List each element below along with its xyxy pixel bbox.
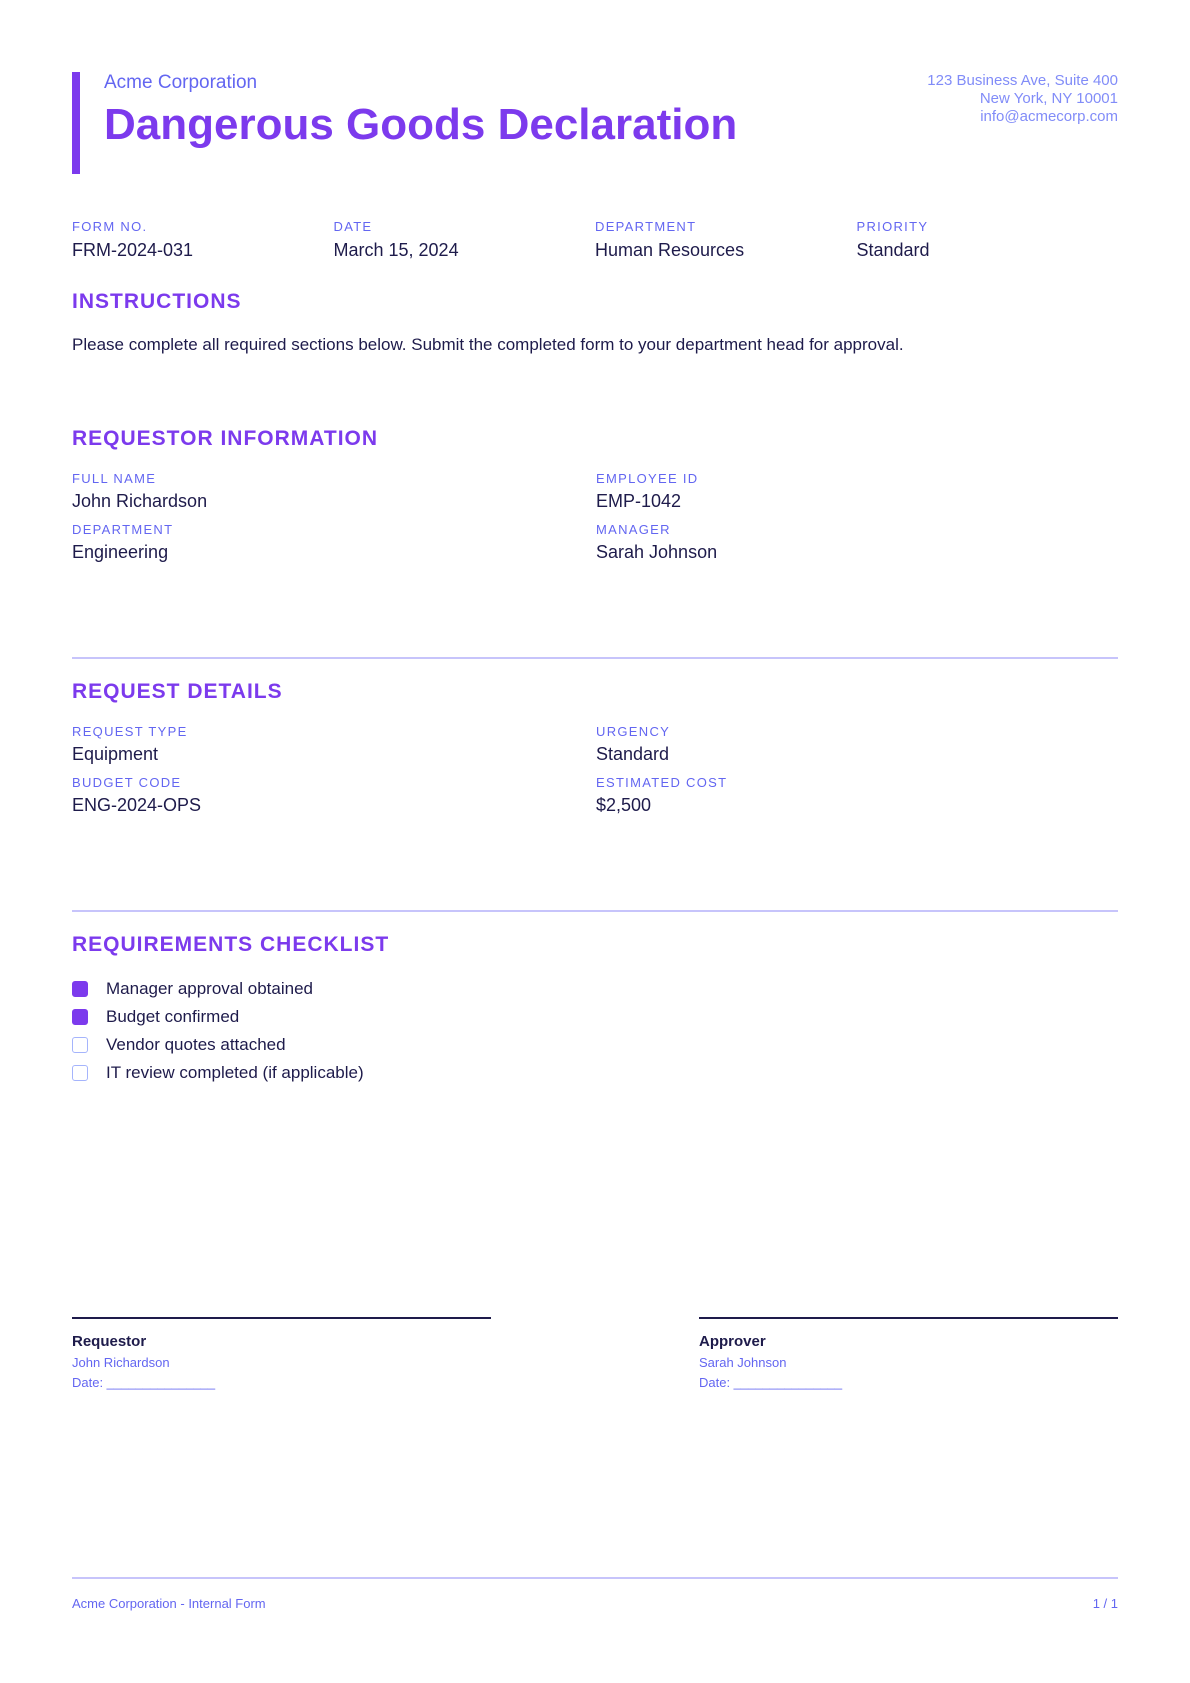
signature-approver <box>699 1317 1118 1390</box>
footer-divider <box>72 1577 1118 1579</box>
field-value: EMP-1042 <box>596 491 682 511</box>
field-urgency <box>596 724 670 765</box>
field-label: EMPLOYEE ID <box>596 471 699 486</box>
checklist-item <box>72 975 364 1003</box>
form-meta-row <box>72 219 1118 261</box>
meta-label: FORM NO. <box>72 219 148 234</box>
checklist-item <box>72 1031 364 1059</box>
field-manager <box>596 522 717 563</box>
field-department <box>72 522 173 563</box>
field-request-type <box>72 724 188 765</box>
signature-role: Approver <box>699 1333 766 1350</box>
instructions-heading: INSTRUCTIONS <box>72 290 242 313</box>
field-label: BUDGET CODE <box>72 775 182 790</box>
field-employee-id <box>596 471 698 512</box>
field-estimated-cost <box>596 775 727 816</box>
signature-line[interactable] <box>699 1317 1118 1319</box>
signature-date: Date: _______________ <box>699 1375 843 1390</box>
checkbox[interactable] <box>72 1065 88 1081</box>
signature-date: Date: _______________ <box>72 1375 216 1390</box>
address-line-2: New York, NY 10001 <box>979 90 1118 107</box>
company-name: Acme Corporation <box>104 72 258 93</box>
field-full-name <box>72 471 207 512</box>
checklist-item-label: Vendor quotes attached <box>106 1035 286 1054</box>
signature-role: Requestor <box>72 1333 147 1350</box>
field-value: Standard <box>596 744 670 764</box>
company-address <box>927 72 1118 126</box>
meta-form-no <box>72 219 334 261</box>
instructions-text: Please complete all required sections below. Submit the completed form to your department head for approval. <box>72 335 904 354</box>
checklist-item-label: IT review completed (if applicable) <box>106 1063 364 1082</box>
meta-value: FRM-2024-031 <box>72 240 194 260</box>
signature-requestor <box>72 1317 491 1390</box>
page-title: Dangerous Goods Declaration <box>104 100 738 149</box>
meta-value: Standard <box>856 240 930 260</box>
request-details-heading: REQUEST DETAILS <box>72 680 283 703</box>
field-label: URGENCY <box>596 724 671 739</box>
section-divider <box>72 910 1118 912</box>
checklist-item-label: Budget confirmed <box>106 1007 240 1026</box>
meta-priority <box>857 219 1119 261</box>
field-budget-code <box>72 775 201 816</box>
checklist-item <box>72 1059 364 1087</box>
meta-label: DATE <box>333 219 373 234</box>
signature-name: John Richardson <box>72 1355 170 1370</box>
field-value: Engineering <box>72 542 169 562</box>
field-value: Equipment <box>72 744 159 764</box>
address-line-1: 123 Business Ave, Suite 400 <box>927 72 1118 89</box>
form-page <box>72 0 1118 1683</box>
field-label: REQUEST TYPE <box>72 724 188 739</box>
signature-name: Sarah Johnson <box>699 1355 787 1370</box>
field-value: Sarah Johnson <box>596 542 718 562</box>
field-value: ENG-2024-OPS <box>72 795 202 815</box>
checkbox[interactable] <box>72 981 88 997</box>
checklist-item <box>72 1003 364 1031</box>
field-label: ESTIMATED COST <box>596 775 728 790</box>
checklist-item-label: Manager approval obtained <box>106 979 313 998</box>
signature-line[interactable] <box>72 1317 491 1319</box>
page-number: 1 / 1 <box>1092 1596 1118 1611</box>
checkbox[interactable] <box>72 1009 88 1025</box>
requestor-heading: REQUESTOR INFORMATION <box>72 427 379 450</box>
section-divider <box>72 657 1118 659</box>
header-accent-bar <box>72 72 80 174</box>
company-email: info@acmecorp.com <box>980 108 1118 125</box>
field-value: $2,500 <box>596 795 652 815</box>
meta-date <box>334 219 596 261</box>
checklist-heading: REQUIREMENTS CHECKLIST <box>72 933 390 956</box>
footer-company: Acme Corporation - Internal Form <box>72 1596 266 1611</box>
field-label: MANAGER <box>596 522 671 537</box>
field-value: John Richardson <box>72 491 208 511</box>
checkbox[interactable] <box>72 1037 88 1053</box>
field-label: DEPARTMENT <box>72 522 174 537</box>
meta-value: Human Resources <box>595 240 745 260</box>
requirements-checklist <box>72 975 364 1087</box>
field-label: FULL NAME <box>72 471 157 486</box>
meta-value: March 15, 2024 <box>333 240 459 260</box>
meta-department <box>595 219 857 261</box>
meta-label: PRIORITY <box>856 219 929 234</box>
meta-label: DEPARTMENT <box>595 219 697 234</box>
